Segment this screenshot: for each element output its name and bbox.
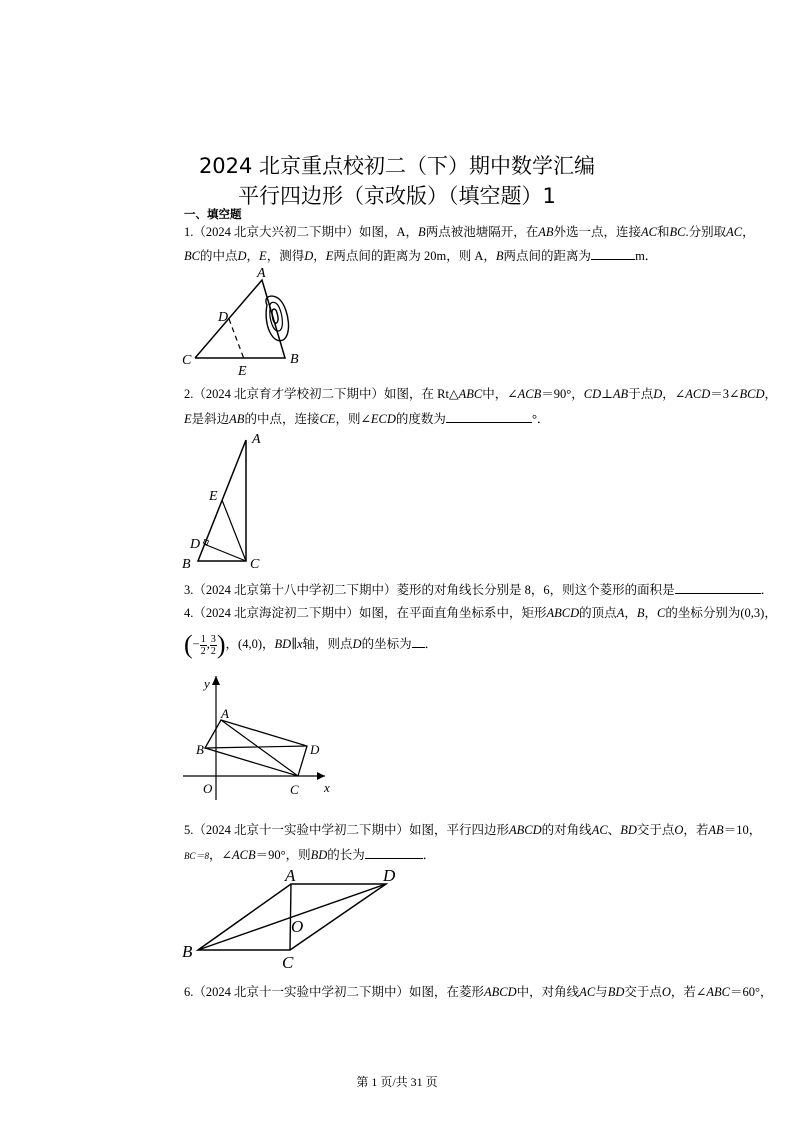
label-o: O: [203, 781, 213, 796]
label-d: D: [310, 742, 320, 757]
label-a: A: [221, 706, 229, 721]
label-y: y: [204, 676, 210, 691]
answer-blank[interactable]: [675, 581, 761, 594]
label-e: E: [209, 489, 218, 504]
label-e: E: [238, 364, 247, 379]
q5-line-2: BC＝8，∠ACB＝90°，则BD的长为 ．: [184, 848, 436, 862]
q2-line-2: E是斜边AB的中点，连接CE，则∠ECD的度数为 °．: [184, 412, 550, 426]
q4-line-2: (− $\frac{1}{2}$ , $\frac{3}{2}$ )，(4,0)，BD∥x轴，则点D的坐标为 ．: [184, 630, 438, 659]
label-b: B: [196, 742, 204, 757]
q2-figure: [178, 428, 278, 574]
document-title-line-1: 2024 北京重点校初二（下）期中数学汇编: [198, 154, 596, 178]
q1-line-2: BC的中点D，E，测得D，E两点间的距离为 20m，则 A，B两点间的距离为 m．: [184, 249, 658, 263]
q6-line-1: 6.（2024 北京十一实验中学初二下期中）如图，在菱形ABCD中，对角线AC与BD交于点O，若∠ABC＝60°，: [184, 985, 773, 999]
answer-blank[interactable]: [412, 635, 425, 648]
label-a: A: [285, 866, 296, 885]
q4-line-1: 4.（2024 北京海淀初二下期中）如图，在平面直角坐标系中，矩形ABCD的顶点A，B，C的坐标分别为(0,3)，: [184, 606, 777, 620]
q1-line-1: 1.（2024 北京大兴初二下期中）如图，A，B两点被池塘隔开，在AB外选一点，连接AC和BC.分别取AC，: [184, 225, 755, 239]
q5-line-1: 5.（2024 北京十一实验中学初二下期中）如图，平行四边形ABCD的对角线AC、BD交于点O，若AB＝10，: [184, 823, 762, 837]
label-d: D: [190, 537, 201, 552]
q3-line: 3.（2024 北京第十八中学初二下期中）菱形的对角线长分别是 8，6，则这个菱形的面积是 ．: [184, 583, 774, 597]
section-heading: 一、填空题: [184, 207, 242, 221]
q1-figure: [175, 265, 315, 380]
page-footer: 第 1 页/共 31 页: [356, 1075, 438, 1089]
label-b: B: [290, 352, 299, 367]
label-d: D: [218, 310, 229, 325]
answer-blank[interactable]: [365, 846, 423, 859]
label-b: B: [182, 942, 193, 961]
label-a: A: [257, 266, 266, 281]
label-c: C: [290, 782, 299, 797]
answer-blank[interactable]: [591, 247, 635, 260]
document-title-line-2: 平行四边形（京改版）（填空题）1: [238, 184, 556, 208]
q2-line-1: 2.（2024 北京育才学校初二下期中）如图，在 Rt△ABC中，∠ACB＝90°，CD⊥AB于点D，∠ACD＝3∠BCD，: [184, 387, 777, 401]
q4-figure: [175, 668, 340, 803]
label-c: C: [250, 557, 260, 572]
label-b: B: [182, 557, 191, 572]
label-d: D: [383, 866, 396, 885]
label-c: C: [282, 953, 294, 972]
label-c: C: [182, 353, 192, 368]
label-x: x: [324, 780, 330, 795]
label-a: A: [252, 432, 261, 447]
label-o: O: [291, 917, 304, 936]
q5-figure: [178, 862, 408, 974]
answer-blank[interactable]: [446, 410, 532, 423]
